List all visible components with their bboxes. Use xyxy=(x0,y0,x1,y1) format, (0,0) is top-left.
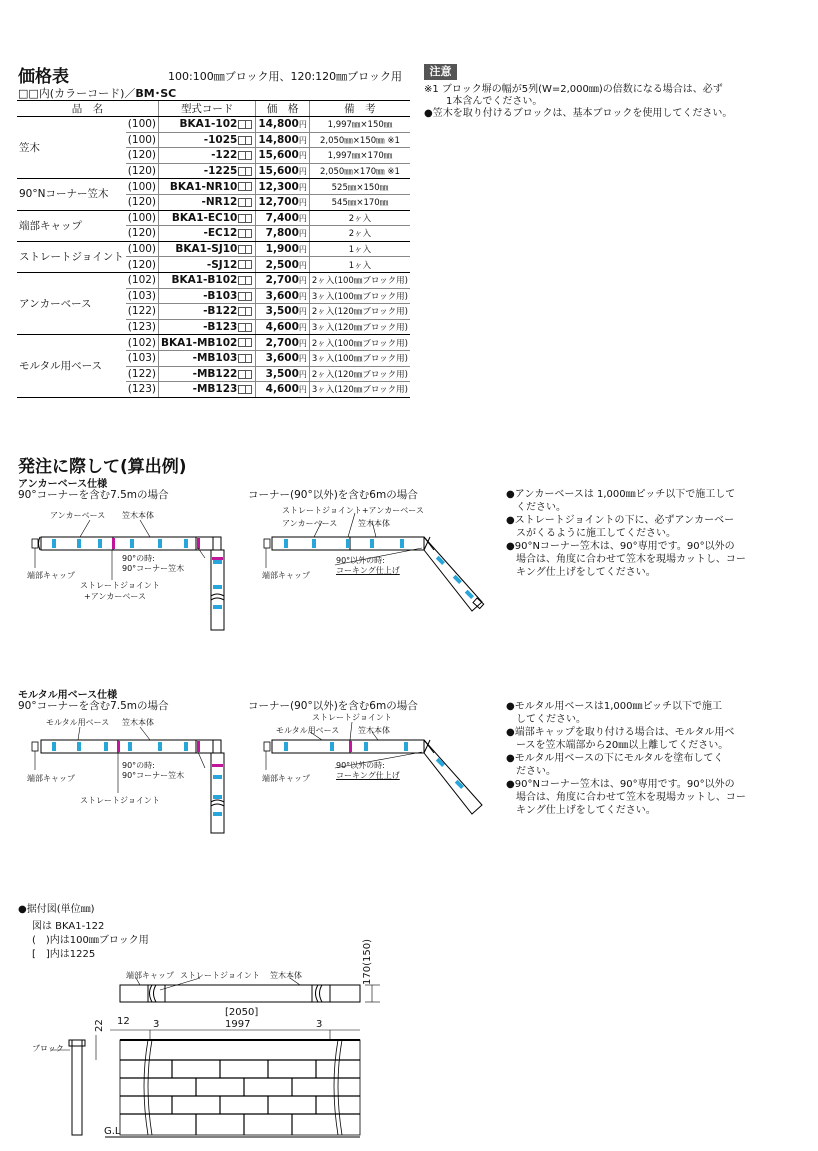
mortar-case1: 90°コーナーを含む7.5mの場合 xyxy=(18,700,169,712)
model-code-text: -B122 xyxy=(203,305,238,318)
mortar2-lbl-mortar: モルタル用ベース xyxy=(276,726,340,735)
color-code-note: □□内(カラーコード)／ xyxy=(18,87,136,100)
col-header-code: 型式コード xyxy=(159,101,256,117)
remark-cell-text: 3ヶ入(100㎜ブロック用) xyxy=(311,291,408,302)
mortar-bullet: ●モルタル用ベースの下にモルタルを塗布してく xyxy=(506,753,724,764)
product-size-text: (123) xyxy=(127,383,157,396)
yen-unit: 円 xyxy=(298,198,307,208)
col-header-price: 価 格 xyxy=(256,101,310,117)
remark-cell-text: 3ヶ入(120㎜ブロック用) xyxy=(311,385,408,396)
install-dim-170: 170(150) xyxy=(362,939,373,985)
product-size-text: (102) xyxy=(127,274,157,287)
install-dim-2050: [2050] xyxy=(225,1007,259,1018)
install-dim-22: 22 xyxy=(94,1019,105,1032)
price-cell-text: 2,700 xyxy=(265,274,299,287)
anchor-bullet: ●ストレートジョイントの下に、必ずアンカーベー xyxy=(506,515,735,526)
model-code-text: -SJ12 xyxy=(206,258,238,271)
price-cell-text: 15,600 xyxy=(258,149,299,162)
anchor2-lbl-cap: 端部キャップ xyxy=(262,571,310,580)
remark-cell-text: 2,050㎜×170㎜ ※1 xyxy=(319,167,400,178)
yen-unit: 円 xyxy=(298,276,307,286)
anchor-bullet: スがくるように施工してください。 xyxy=(506,528,676,539)
model-code-text: BKA1-MB102 xyxy=(161,336,238,349)
remark-cell-text: 3ヶ入(100㎜ブロック用) xyxy=(311,354,408,365)
product-size-text: (120) xyxy=(127,227,157,240)
caution-note2: ●笠木を取り付けるブロックは、基本ブロックを使用してください。 xyxy=(424,108,733,119)
anchor2-lbl-non90: 90°以外の時: xyxy=(336,556,385,565)
mortar2-lbl-sj: ストレートジョイント xyxy=(312,713,392,722)
model-code-text: -EC12 xyxy=(203,227,238,240)
model-code-text: BKA1-NR10 xyxy=(169,180,238,193)
mortar-bullet: ●90°Nコーナー笠木は、90°専用です。90°以外の xyxy=(506,779,735,790)
caution-note1b: 1本含んでください。 xyxy=(446,96,543,107)
col-header-name: 品 名 xyxy=(17,101,159,117)
anchor1-lbl-anchor: アンカーベース xyxy=(50,511,106,520)
install-title: ●据付図(単位㎜) xyxy=(18,904,95,915)
price-cell-text: 3,600 xyxy=(265,352,299,365)
anchor1-lbl-90b: 90°コーナー笠木 xyxy=(122,564,185,573)
mortar-bullet: ースを笠木端部から20㎜以上離してください。 xyxy=(506,740,729,751)
product-size-text: (102) xyxy=(127,336,157,349)
yen-unit: 円 xyxy=(298,323,307,333)
remark-cell-text: 2ヶ入 xyxy=(348,213,372,224)
price-cell-text: 4,600 xyxy=(265,321,299,334)
price-cell-text: 12,700 xyxy=(258,196,299,209)
anchor-bullet: 場合は、角度に合わせて笠木を現場カットし、コー xyxy=(506,554,746,565)
anchor2-lbl-sj-anchor: ストレートジョイント+アンカーベース xyxy=(282,506,424,515)
price-cell-text: 14,800 xyxy=(258,133,299,146)
order-title: 発注に際して(算出例) xyxy=(18,457,187,477)
product-size-text: (122) xyxy=(127,305,157,318)
price-cell-text: 7,800 xyxy=(265,227,299,240)
remark-cell-text: 2ヶ入(120㎜ブロック用) xyxy=(311,307,408,318)
price-cell-text: 4,600 xyxy=(265,383,299,396)
caution-note1: ※1 ブロック塀の幅が5列(W=2,000㎜)の倍数になる場合は、必ず xyxy=(424,84,723,95)
remark-cell-text: 545㎜×170㎜ xyxy=(331,198,389,209)
price-cell-text: 2,500 xyxy=(265,258,299,271)
mortar2-lbl-cap: 端部キャップ xyxy=(262,774,310,783)
model-code-text: BKA1-102 xyxy=(179,118,238,131)
caution-badge: 注意 xyxy=(424,64,457,80)
product-size-text: (103) xyxy=(127,352,157,365)
yen-unit: 円 xyxy=(298,260,307,270)
mortar-heading: モルタル用ベース仕様 xyxy=(18,690,118,701)
install-dim-1997: 1997 xyxy=(225,1019,251,1030)
model-code-text: BKA1-B102 xyxy=(171,274,238,287)
product-size-text: (120) xyxy=(127,149,157,162)
remark-cell-text: 1ヶ入 xyxy=(348,260,372,271)
remark-cell-text: 2,050㎜×150㎜ ※1 xyxy=(319,135,400,146)
mortar1-lbl-cap: 端部キャップ xyxy=(27,774,75,783)
col-header-note: 備 考 xyxy=(309,101,410,117)
product-size-text: (123) xyxy=(127,321,157,334)
anchor1-lbl-sj2: +アンカーベース xyxy=(84,592,146,601)
price-cell-text: 15,600 xyxy=(258,165,299,178)
install-dim-3a: 3 xyxy=(153,1019,160,1030)
anchor1-lbl-sj1: ストレートジョイント xyxy=(80,581,160,590)
remark-cell-text: 1,997㎜×150㎜ xyxy=(327,120,393,131)
product-size-text: (120) xyxy=(127,196,157,209)
mortar2-lbl-non90: 90°以外の時: xyxy=(336,761,385,770)
price-cell-text: 2,700 xyxy=(265,336,299,349)
mortar1-lbl-sj: ストレートジョイント xyxy=(80,796,160,805)
price-cell-text: 14,800 xyxy=(258,118,299,131)
product-size-text: (120) xyxy=(127,165,157,178)
install-line3: [ ]内は1225 xyxy=(32,949,96,960)
price-cell-text: 3,500 xyxy=(265,367,299,380)
product-size-text: (100) xyxy=(127,133,157,146)
model-code-text: -1225 xyxy=(203,165,238,178)
price-cell-text: 7,400 xyxy=(265,211,299,224)
anchor-heading: アンカーベース仕様 xyxy=(18,479,108,490)
mortar-bullet: ださい。 xyxy=(506,766,556,777)
yen-unit: 円 xyxy=(298,354,307,364)
model-code-text: -MB123 xyxy=(192,383,238,396)
model-code-text: -B123 xyxy=(203,321,238,334)
anchor-bullet: ●90°Nコーナー笠木は、90°専用です。90°以外の xyxy=(506,541,735,552)
model-code-text: -MB103 xyxy=(192,352,238,365)
remark-cell-text: 2ヶ入 xyxy=(348,229,372,240)
price-cell-text: 3,500 xyxy=(265,305,299,318)
product-size-text: (100) xyxy=(127,243,157,256)
anchor2-lbl-body: 笠木本体 xyxy=(358,519,390,528)
install-lbl-gl: G.L xyxy=(104,1126,121,1137)
yen-unit: 円 xyxy=(298,120,307,130)
remark-cell-text: 1,997㎜×170㎜ xyxy=(327,151,393,162)
install-lbl-body: 笠木本体 xyxy=(270,971,302,980)
page-title: 価格表 xyxy=(18,67,69,87)
yen-unit: 円 xyxy=(298,167,307,177)
anchor-case2: コーナー(90°以外)を含む6mの場合 xyxy=(248,489,418,501)
remark-cell-text: 2ヶ入(120㎜ブロック用) xyxy=(311,369,408,380)
yen-unit: 円 xyxy=(298,229,307,239)
page-subtitle: 100:100㎜ブロック用、120:120㎜ブロック用 xyxy=(168,70,402,83)
mortar-bullet: ●端部キャップを取り付ける場合は、モルタル用ベ xyxy=(506,727,735,738)
install-lbl-cap: 端部キャップ xyxy=(126,971,174,980)
anchor-bullet: ●アンカーベースは 1,000㎜ピッチ以下で施工して xyxy=(506,489,736,500)
model-code-text: -NR12 xyxy=(201,196,238,209)
mortar-bullet: してください。 xyxy=(506,714,586,725)
anchor-bullet: ください。 xyxy=(506,502,566,513)
model-code-text: BKA1-EC10 xyxy=(171,211,238,224)
mortar1-lbl-body: 笠木本体 xyxy=(122,718,154,727)
product-size-text: (122) xyxy=(127,367,157,380)
yen-unit: 円 xyxy=(298,213,307,223)
mortar1-lbl-90: 90°の時: xyxy=(122,761,155,770)
yen-unit: 円 xyxy=(298,151,307,161)
product-size-text: (103) xyxy=(127,289,157,302)
product-name: 90°Nコーナー笠木 xyxy=(17,179,126,210)
install-lbl-sj: ストレートジョイント xyxy=(180,971,260,980)
yen-unit: 円 xyxy=(298,245,307,255)
product-name: アンカーベース xyxy=(17,272,126,334)
mortar-bullet: ●モルタル用ベースは1,000㎜ピッチ以下で施工 xyxy=(506,701,723,712)
price-cell-text: 3,600 xyxy=(265,289,299,302)
price-cell-text: 12,300 xyxy=(258,180,299,193)
yen-unit: 円 xyxy=(298,291,307,301)
mortar2-lbl-body: 笠木本体 xyxy=(358,726,390,735)
mortar1-lbl-90b: 90°コーナー笠木 xyxy=(122,771,185,780)
product-size-text: (100) xyxy=(127,118,157,131)
mortar1-lbl-mortar: モルタル用ベース xyxy=(46,718,110,727)
model-code-text: -1025 xyxy=(203,133,238,146)
remark-cell-text: 1ヶ入 xyxy=(348,245,372,256)
model-code-text: BKA1-SJ10 xyxy=(175,243,238,256)
install-line1: 図は BKA1-122 xyxy=(32,921,105,932)
color-codes: BM･SC xyxy=(135,87,177,100)
anchor1-lbl-body: 笠木本体 xyxy=(122,511,154,520)
anchor2-lbl-anchor: アンカーベース xyxy=(282,519,338,528)
remark-cell-text: 525㎜×150㎜ xyxy=(331,182,389,193)
yen-unit: 円 xyxy=(298,182,307,192)
remark-cell-text: 2ヶ入(100㎜ブロック用) xyxy=(311,276,408,287)
yen-unit: 円 xyxy=(298,135,307,145)
mortar-bullet: キング仕上げをしてください。 xyxy=(506,805,656,816)
remark-cell-text: 3ヶ入(120㎜ブロック用) xyxy=(311,323,408,334)
anchor2-lbl-caulk: コーキング仕上げ xyxy=(336,566,400,575)
mortar-bullet: 場合は、角度に合わせて笠木を現場カットし、コー xyxy=(506,792,746,803)
yen-unit: 円 xyxy=(298,338,307,348)
mortar2-lbl-caulk: コーキング仕上げ xyxy=(336,771,400,780)
anchor-case1: 90°コーナーを含む7.5mの場合 xyxy=(18,489,169,501)
remark-cell-text: 2ヶ入(100㎜ブロック用) xyxy=(311,338,408,349)
mortar-case2: コーナー(90°以外)を含む6mの場合 xyxy=(248,700,418,712)
anchor-bullet: キング仕上げをしてください。 xyxy=(506,567,656,578)
product-name: 笠木 xyxy=(17,117,126,179)
product-size-text: (120) xyxy=(127,258,157,271)
anchor1-lbl-cap: 端部キャップ xyxy=(27,571,75,580)
product-size-text: (100) xyxy=(127,211,157,224)
yen-unit: 円 xyxy=(298,307,307,317)
install-lbl-block: ブロック xyxy=(32,1044,64,1053)
yen-unit: 円 xyxy=(298,385,307,395)
product-size-text: (100) xyxy=(127,180,157,193)
yen-unit: 円 xyxy=(298,369,307,379)
install-line2: ( )内は100㎜ブロック用 xyxy=(32,935,149,946)
install-dim-12: 12 xyxy=(117,1016,130,1027)
model-code-text: -B103 xyxy=(203,289,238,302)
anchor1-lbl-90: 90°の時: xyxy=(122,554,155,563)
install-dim-3b: 3 xyxy=(316,1019,323,1030)
product-name: ストレートジョイント xyxy=(17,241,126,272)
price-cell-text: 1,900 xyxy=(265,243,299,256)
product-name: 端部キャップ xyxy=(17,210,126,241)
model-code-text: -122 xyxy=(211,149,238,162)
product-name: モルタル用ベース xyxy=(17,335,126,397)
model-code-text: -MB122 xyxy=(192,367,238,380)
